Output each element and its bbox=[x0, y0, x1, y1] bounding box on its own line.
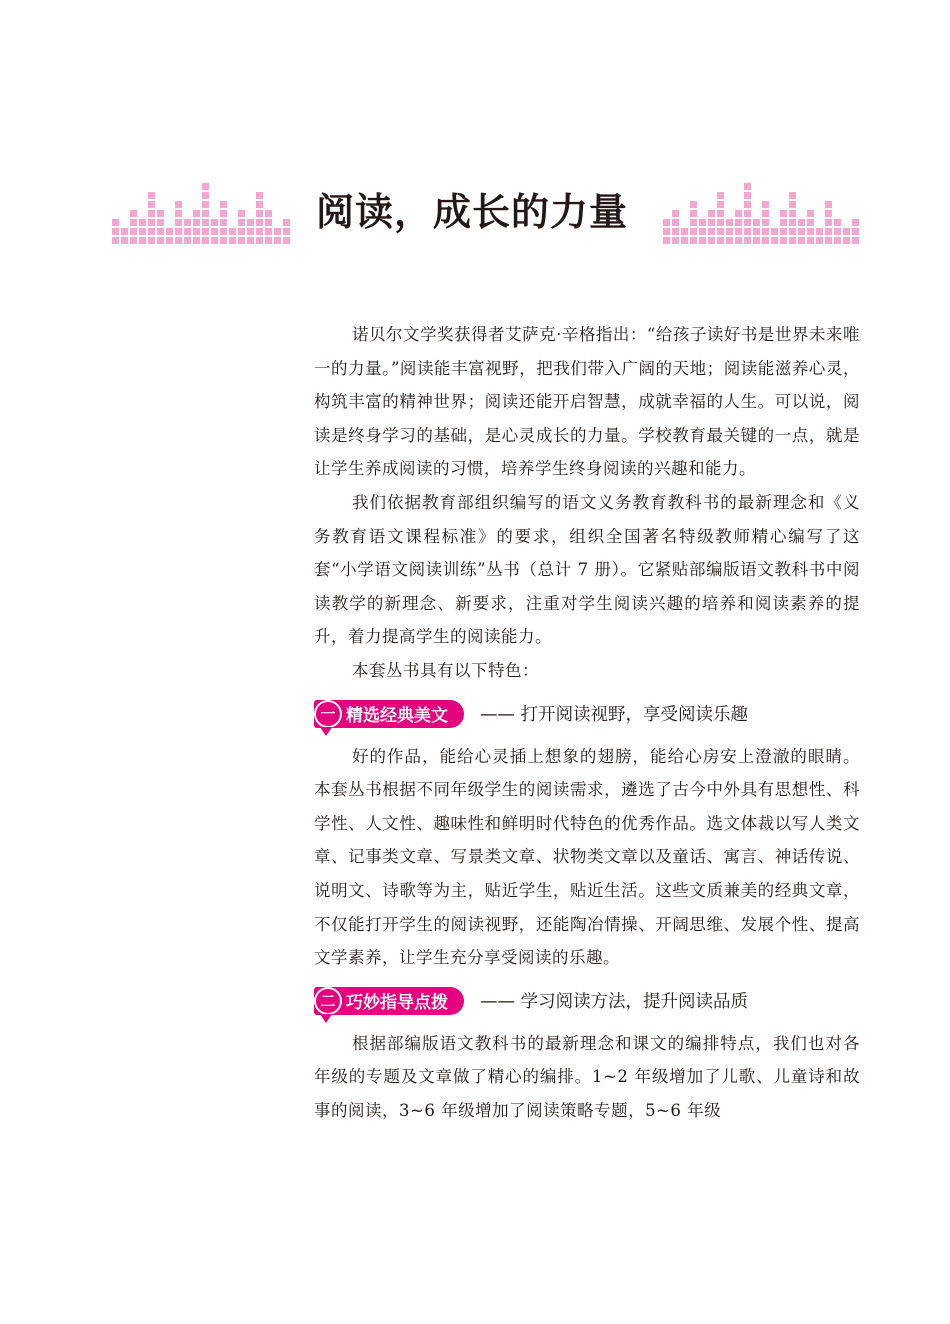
main-content bbox=[314, 318, 860, 1127]
section-heading-1 bbox=[314, 696, 860, 732]
section-badge bbox=[314, 700, 464, 728]
intro-paragraph: 我们依据教育部组织编写的语文义务教育教科书的最新理念和《义务教育语文课程标准》的要求，组织全国著名特级教师精心编写了这套“小学语文阅读训练”丛书（总计 7 册）。它紧贴部编版语文教科书中阅读教学的新理念、新要求，注重对学生阅读兴趣的培养和阅读素养的提升，着力提高学生的阅读能力。 bbox=[314, 492, 860, 647]
section-paragraph: 根据部编版语文教科书的最新理念和课文的编排特点，我们也对各年级的专题及文章做了精心的编排。1~2 年级增加了儿歌、儿童诗和故事的阅读，3~6 年级增加了阅读策略专题，5~6 年级 bbox=[314, 1033, 860, 1120]
equalizer-decoration-right bbox=[663, 176, 862, 244]
page-header bbox=[112, 176, 862, 246]
section-label: 巧妙指导点拨 bbox=[346, 993, 448, 1014]
page-title: 阅读，成长的力量 bbox=[316, 189, 629, 234]
section-subtitle: —— 打开阅读视野，享受阅读乐趣 bbox=[480, 705, 749, 726]
speech-bubble-tail-icon bbox=[320, 1014, 332, 1023]
section-number: 一 bbox=[314, 700, 342, 728]
section-heading-2 bbox=[314, 983, 860, 1019]
intro-paragraph: 本套丛书具有以下特色： bbox=[351, 660, 539, 680]
speech-bubble-tail-icon bbox=[320, 727, 332, 736]
equalizer-decoration-left bbox=[112, 176, 298, 244]
section-subtitle: —— 学习阅读方法，提升阅读品质 bbox=[480, 992, 749, 1013]
intro-paragraph: 诺贝尔文学奖获得者艾萨克·辛格指出：“给孩子读好书是世界未来唯一的力量。”阅读能丰富视野，把我们带入广阔的天地；阅读能滋养心灵，构筑丰富的精神世界；阅读还能开启智慧，成就幸福的人生。可以说，阅读是终身学习的基础，是心灵成长的力量。学校教育最关键的一点，就是让学生养成阅读的习惯，培养学生终身阅读的兴趣和能力。 bbox=[314, 325, 860, 479]
section-paragraph: 好的作品，能给心灵插上想象的翅膀，能给心房安上澄澈的眼睛。本套丛书根据不同年级学生的阅读需求，遴选了古今中外具有思想性、科学性、人文性、趣味性和鲜明时代特色的优秀作品。选文体裁以写人类文章、记事类文章、写景类文章、状物类文章以及童话、寓言、神话传说、说明文、诗歌等为主，贴近学生，贴近生活。这些文质兼美的经典文章，不仅能打开学生的阅读视野，还能陶冶情操、开阔思维、发展个性、提高文学素养，让学生充分享受阅读的乐趣。 bbox=[314, 746, 860, 968]
section-number: 二 bbox=[314, 987, 342, 1015]
section-label: 精选经典美文 bbox=[346, 706, 448, 727]
section-badge bbox=[314, 987, 464, 1015]
